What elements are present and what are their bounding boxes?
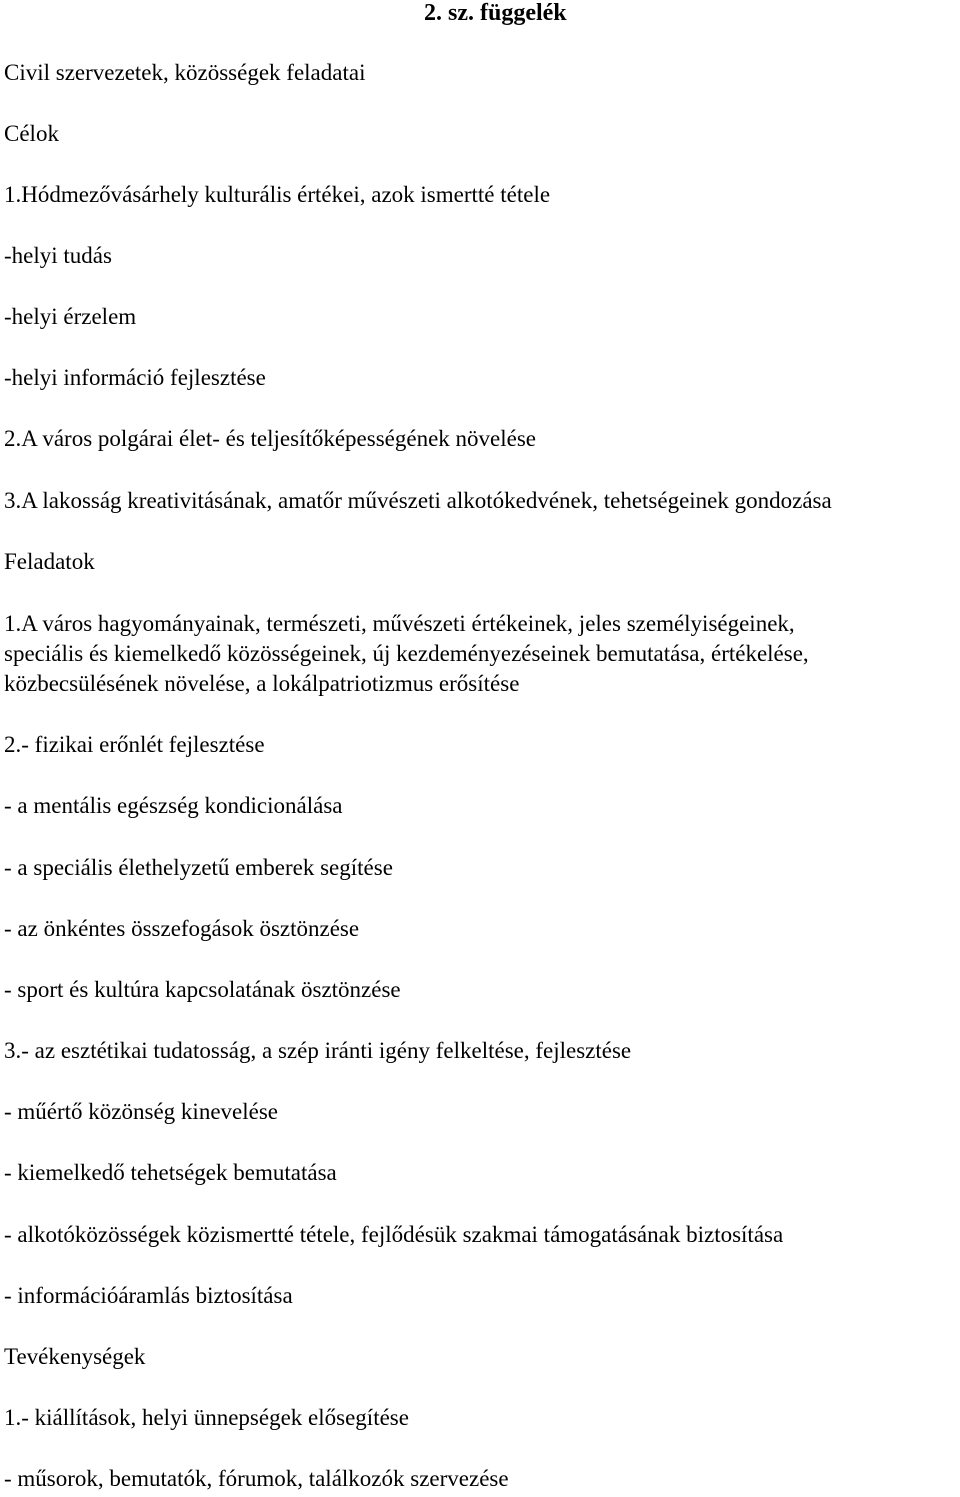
section-heading-activities: Tevékenységek: [4, 1344, 146, 1369]
goal-item-2: 2.A város polgárai élet- és teljesítőképességének növelése: [4, 426, 537, 451]
task-item-3: 3.- az esztétikai tudatosság, a szép iránti igény felkeltése, fejlesztése: [4, 1038, 632, 1063]
task-subitem-special-needs: - a speciális élethelyzetű emberek segítése: [4, 855, 393, 880]
appendix-label: 2. sz. függelék: [424, 0, 567, 26]
task-subitem-talents: - kiemelkedő tehetségek bemutatása: [4, 1160, 337, 1185]
goal-subitem-local-knowledge: -helyi tudás: [4, 243, 112, 268]
goal-item-3: 3.A lakosság kreativitásának, amatőr művészeti alkotókedvének, tehetségeinek gondozása: [4, 488, 832, 513]
task-subitem-mental-health: - a mentális egészség kondicionálása: [4, 793, 343, 818]
task-item-2: 2.- fizikai erőnlét fejlesztése: [4, 732, 265, 757]
task-subitem-information-flow: - információáramlás biztosítása: [4, 1283, 293, 1308]
section-heading-goals: Célok: [4, 121, 59, 146]
task-item-1-line-1: 1.A város hagyományainak, természeti, művészeti értékeinek, jeles személyiségeinek,: [4, 611, 795, 636]
task-item-1-line-3: közbecsülésének növelése, a lokálpatriotizmus erősítése: [4, 671, 520, 696]
activity-subitem-events: - műsorok, bemutatók, fórumok, találkozók szervezése: [4, 1466, 509, 1491]
section-heading-tasks: Feladatok: [4, 549, 95, 574]
task-subitem-volunteering: - az önkéntes összefogások ösztönzése: [4, 916, 360, 941]
document-title: Civil szervezetek, közösségek feladatai: [4, 60, 366, 85]
goal-subitem-local-emotion: -helyi érzelem: [4, 304, 137, 329]
activity-item-1: 1.- kiállítások, helyi ünnepségek elősegítése: [4, 1405, 409, 1430]
goal-item-1: 1.Hódmezővásárhely kulturális értékei, azok ismertté tétele: [4, 182, 551, 207]
task-subitem-audience: - műértő közönség kinevelése: [4, 1099, 278, 1124]
task-subitem-creative-communities: - alkotóközösségek közismertté tétele, fejlődésük szakmai támogatásának biztosítása: [4, 1222, 784, 1247]
task-subitem-sport-culture: - sport és kultúra kapcsolatának ösztönzése: [4, 977, 401, 1002]
task-item-1-line-2: speciális és kiemelkedő közösségeinek, új kezdeményezéseinek bemutatása, értékelése,: [4, 641, 809, 666]
goal-subitem-local-information: -helyi információ fejlesztése: [4, 365, 266, 390]
